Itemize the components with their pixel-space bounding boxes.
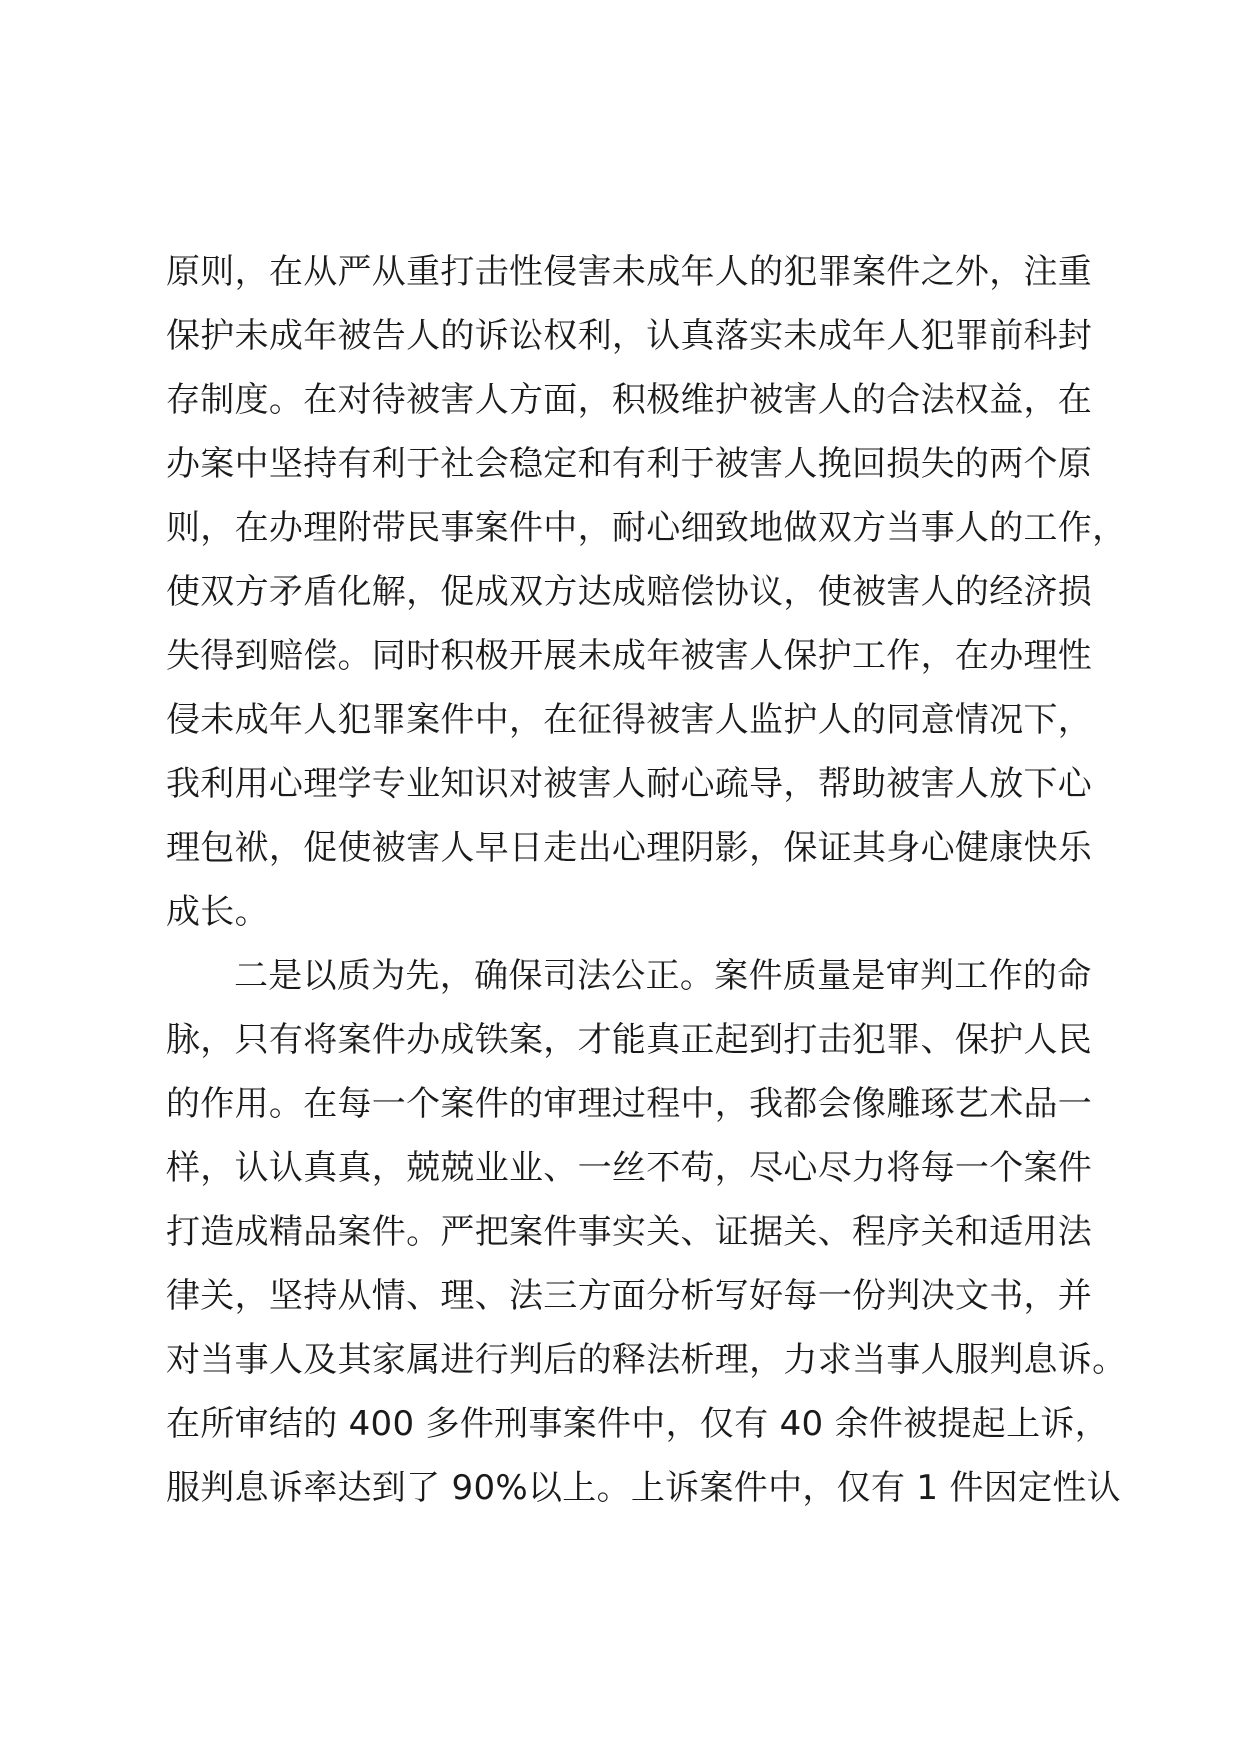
text-line: 使双方矛盾化解，促成双方达成赔偿协议，使被害人的经济损 <box>166 572 1093 612</box>
text-line: 办案中坚持有利于社会稳定和有利于被害人挽回损失的两个原 <box>166 444 1093 484</box>
text-line: 的作用。在每一个案件的审理过程中，我都会像雕琢艺术品一 <box>166 1084 1093 1124</box>
text-line: 我利用心理学专业知识对被害人耐心疏导，帮助被害人放下心 <box>166 764 1093 804</box>
text-line: 样，认认真真，兢兢业业、一丝不苟，尽心尽力将每一个案件 <box>166 1148 1093 1188</box>
document-body <box>166 240 1126 1520</box>
text-line: 保护未成年被告人的诉讼权利，认真落实未成年人犯罪前科封 <box>166 316 1093 356</box>
text-line: 成长。 <box>166 892 269 932</box>
text-line: 理包袱，促使被害人早日走出心理阴影，保证其身心健康快乐 <box>166 828 1093 868</box>
text-line: 侵未成年人犯罪案件中，在征得被害人监护人的同意情况下， <box>166 700 1093 740</box>
text-line: 律关，坚持从情、理、法三方面分析写好每一份判决文书，并 <box>166 1276 1093 1316</box>
paragraph-start-line: 二是以质为先，确保司法公正。案件质量是审判工作的命 <box>234 956 1092 996</box>
text-line: 存制度。在对待被害人方面，积极维护被害人的合法权益，在 <box>166 380 1093 420</box>
text-line: 原则，在从严从重打击性侵害未成年人的犯罪案件之外，注重 <box>166 252 1093 292</box>
text-line: 则，在办理附带民事案件中，耐心细致地做双方当事人的工作， <box>166 508 1127 548</box>
text-line: 失得到赔偿。同时积极开展未成年被害人保护工作，在办理性 <box>166 636 1093 676</box>
text-line: 脉，只有将案件办成铁案，才能真正起到打击犯罪、保护人民 <box>166 1020 1093 1060</box>
text-line: 打造成精品案件。严把案件事实关、证据关、程序关和适用法 <box>166 1212 1093 1252</box>
text-line: 对当事人及其家属进行判后的释法析理，力求当事人服判息诉。 <box>166 1340 1127 1380</box>
text-line: 在所审结的 400 多件刑事案件中，仅有 40 余件被提起上诉， <box>166 1404 1109 1444</box>
text-line: 服判息诉率达到了 90%以上。上诉案件中，仅有 1 件因定性认 <box>166 1468 1121 1508</box>
